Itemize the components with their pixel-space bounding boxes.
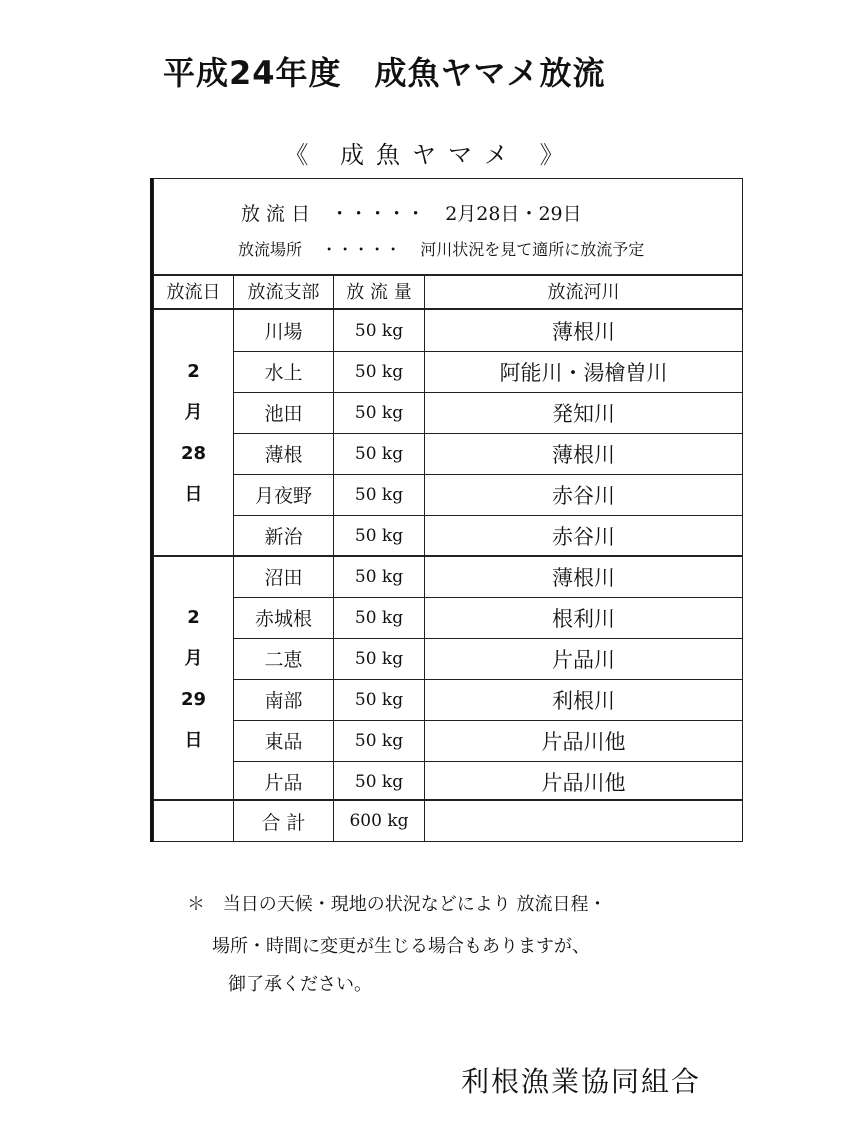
organization-name: 利根漁業協同組合: [461, 1065, 702, 1098]
branch-cell: 川場: [264, 321, 303, 343]
asterisk-marker: ＊: [187, 894, 205, 915]
release-place-value: 河川状況を見て適所に放流予定: [420, 240, 645, 259]
info-box: [154, 179, 742, 276]
header-river: 放流河川: [425, 274, 742, 310]
branch-cell: 沼田: [264, 567, 303, 589]
release-day-line: 29: [180, 689, 207, 710]
branch-cell: 新治: [264, 526, 303, 548]
river-cell: 薄根川: [552, 319, 615, 344]
branch-cell: 東品: [264, 731, 303, 753]
amount-cell: 50 kg: [354, 730, 404, 751]
total-amount: 600 kg: [349, 811, 409, 831]
notice-text: 当日の天候・現地の状況などにより 放流日程・: [222, 894, 607, 915]
amount-cell: 50 kg: [354, 320, 404, 341]
release-date-value: 2月28日・29日: [445, 203, 582, 225]
release-day-line: 日: [184, 484, 203, 505]
release-place-line: [238, 237, 658, 260]
release-day-line: 月: [184, 648, 203, 669]
notice-line-2: 場所・時間に変更が生じる場合もありますが、: [212, 936, 590, 957]
page-title: 平成24年度 成魚ヤマメ放流: [163, 54, 606, 92]
amount-cell: 50 kg: [354, 648, 404, 669]
subtitle: 《 成魚ヤマメ 》: [284, 141, 576, 169]
river-cell: 赤谷川: [552, 524, 615, 549]
release-date-dots: ・・・・・: [330, 203, 426, 225]
total-label: 合 計: [261, 811, 306, 834]
release-day-line: 月: [184, 402, 203, 423]
river-cell: 片品川: [552, 647, 615, 672]
release-day-line: 2: [187, 607, 200, 628]
release-place-dots: ・・・・・: [321, 240, 402, 259]
release-day-line: 28: [180, 443, 207, 464]
amount-cell: 50 kg: [354, 689, 404, 710]
amount-cell: 50 kg: [354, 607, 404, 628]
release-day-line: 日: [184, 730, 203, 751]
branch-cell: 二恵: [264, 649, 303, 671]
branch-cell: 薄根: [264, 444, 303, 466]
river-cell: 赤谷川: [552, 483, 615, 508]
schedule-table: [153, 178, 743, 842]
release-day-cell: [154, 597, 233, 761]
river-cell: 片品川他: [541, 729, 626, 754]
amount-cell: 50 kg: [354, 402, 404, 423]
release-day-cell: [154, 351, 233, 515]
header-release-day: 放流日: [154, 274, 233, 310]
branch-cell: 池田: [264, 403, 303, 425]
release-date-line: [241, 199, 596, 226]
release-date-label: 放 流 日: [241, 203, 311, 225]
branch-cell: 片品: [264, 772, 303, 794]
branch-cell: 南部: [264, 690, 303, 712]
notice-line-1: [187, 890, 606, 916]
release-day-line: 2: [187, 361, 200, 382]
river-cell: 薄根川: [552, 565, 615, 590]
amount-cell: 50 kg: [354, 484, 404, 505]
notice-line-3: 御了承ください。: [228, 974, 372, 995]
amount-cell: 50 kg: [354, 525, 404, 546]
branch-cell: 赤城根: [254, 608, 312, 630]
branch-cell: 月夜野: [254, 485, 312, 507]
header-branch: 放流支部: [234, 274, 333, 310]
header-amount: 放 流 量: [334, 274, 424, 310]
amount-cell: 50 kg: [354, 566, 404, 587]
release-place-label: 放流場所: [238, 240, 303, 259]
amount-cell: 50 kg: [354, 443, 404, 464]
river-cell: 阿能川・湯檜曽川: [499, 360, 668, 385]
amount-cell: 50 kg: [354, 361, 404, 382]
river-cell: 利根川: [552, 688, 615, 713]
river-cell: 根利川: [552, 606, 615, 631]
river-cell: 発知川: [552, 401, 615, 426]
branch-cell: 水上: [264, 362, 303, 384]
river-cell: 片品川他: [541, 770, 626, 795]
river-cell: 薄根川: [552, 442, 615, 467]
amount-cell: 50 kg: [354, 771, 404, 792]
